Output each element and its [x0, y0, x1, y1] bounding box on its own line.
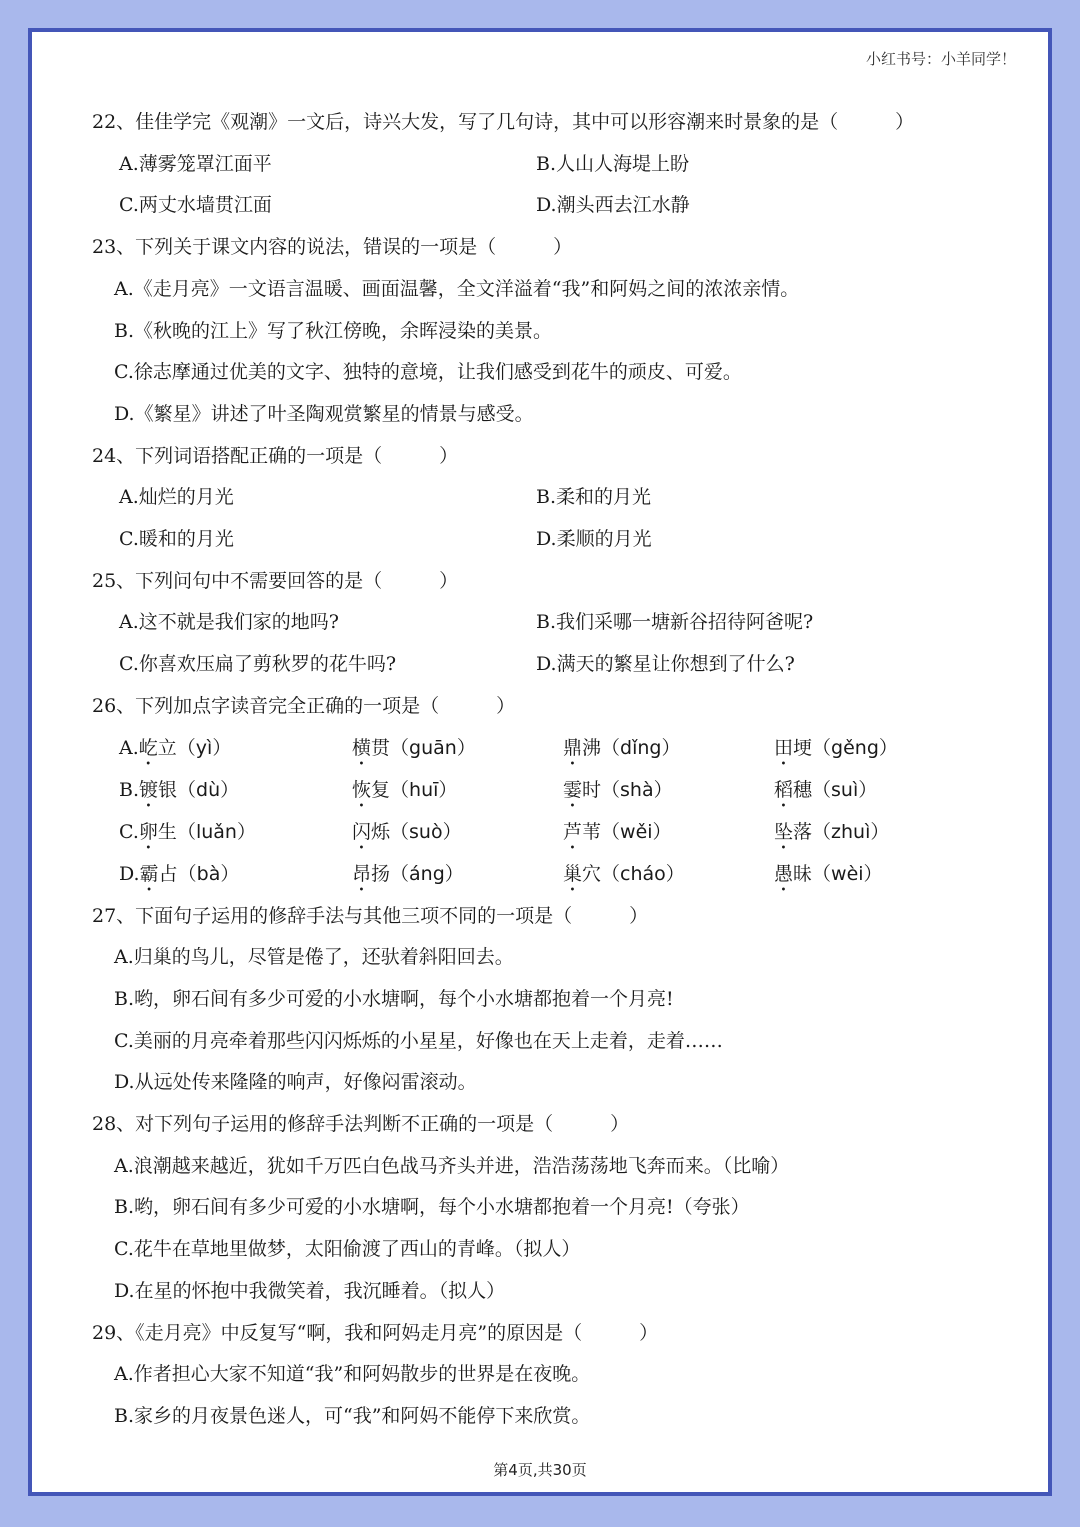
word-character: 烁: [371, 820, 391, 843]
option-b: B.《秋晚的江上》写了秋江傍晚，余晖浸染的美景。: [114, 319, 553, 342]
word-character: 埂: [793, 736, 813, 759]
dotted-character: 霸: [139, 862, 159, 885]
pinyin-row: [92, 812, 1008, 854]
question-22-title: 22、佳佳学完《观潮》一文后，诗兴大发，写了几句诗，其中可以形容潮来时景象的是（ ）: [92, 111, 915, 133]
word-character: 穗: [793, 778, 813, 801]
question-25-title: 25、下列问句中不需要回答的是（ ）: [92, 569, 459, 592]
pinyin-reading: （dù）: [177, 778, 240, 801]
word-character: 苇: [582, 820, 602, 843]
dotted-character: 坠: [774, 820, 794, 843]
pinyin-reading: （dǐng）: [601, 736, 681, 759]
question-23-title: 23、下列关于课文内容的说法，错误的一项是（ ）: [92, 236, 573, 259]
word-character: 贯: [371, 736, 391, 759]
question-29-title: 29、《走月亮》中反复写“啊，我和阿妈走月亮”的原因是（ ）: [92, 1321, 659, 1344]
pinyin-reading: （áng）: [390, 862, 464, 885]
option-a: A.作者担心大家不知道“我”和阿妈散步的世界是在夜晚。: [114, 1363, 591, 1386]
option-b: B.我们采哪一塘新谷招待阿爸呢?: [536, 611, 814, 634]
word-character: 生: [157, 820, 177, 843]
word-character: 扬: [371, 862, 391, 885]
option-b: B.哟，卵石间有多少可爱的小水塘啊，每个小水塘都抱着一个月亮!: [114, 987, 674, 1010]
question-28-title: 28、对下列句子运用的修辞手法判断不正确的一项是（ ）: [92, 1113, 630, 1136]
word-character: 立: [157, 736, 177, 759]
pinyin-item: [563, 728, 774, 770]
word-character: 银: [158, 778, 178, 801]
dotted-character: 闪: [352, 820, 372, 843]
option-b: B.人山人海堤上盼: [536, 152, 690, 175]
question-24-title: 24、下列词语搭配正确的一项是（ ）: [92, 444, 459, 467]
pinyin-options: [92, 728, 1008, 896]
pinyin-item: [119, 854, 352, 896]
pinyin-reading: （wèi）: [812, 862, 883, 885]
option-letter: D.: [119, 862, 140, 885]
word-character: 昧: [793, 862, 813, 885]
question-24-options-row-2: [92, 519, 1008, 561]
pinyin-reading: （suì）: [812, 778, 878, 801]
dotted-character: 芦: [563, 820, 583, 843]
pinyin-row: [92, 728, 1008, 770]
pinyin-reading: （guān）: [390, 736, 476, 759]
dotted-character: 田: [774, 736, 794, 759]
option-c: C.两丈水墙贯江面: [119, 194, 272, 217]
pinyin-item: [352, 812, 563, 854]
option-d: D.在星的怀抱中我微笑着，我沉睡着。（拟人）: [114, 1279, 506, 1302]
pinyin-item: [774, 770, 985, 812]
option-c: C.花牛在草地里做梦，太阳偷渡了西山的青峰。（拟人）: [114, 1238, 581, 1261]
word-character: 穴: [582, 862, 602, 885]
option-d: D.满天的繁星让你想到了什么?: [536, 653, 795, 676]
pinyin-reading: （bà）: [177, 862, 240, 885]
pinyin-item: [119, 770, 352, 812]
option-a: A.薄雾笼罩江面平: [119, 152, 272, 175]
option-a: A.归巢的鸟儿，尽管是倦了，还驮着斜阳回去。: [114, 946, 514, 969]
option-a: A.这不就是我们家的地吗?: [119, 611, 339, 634]
question-content: [92, 102, 1008, 1438]
dotted-character: 鼎: [563, 736, 583, 759]
dotted-character: 巢: [563, 862, 583, 885]
pinyin-row: [92, 770, 1008, 812]
dotted-character: 愚: [774, 862, 794, 885]
option-b: B.哟，卵石间有多少可爱的小水塘啊，每个小水塘都抱着一个月亮!（夸张）: [114, 1196, 750, 1219]
option-letter: C.: [119, 820, 139, 843]
dotted-character: 横: [352, 736, 372, 759]
pinyin-item: [352, 854, 563, 896]
question-26-title: 26、下列加点字读音完全正确的一项是（ ）: [92, 694, 516, 717]
option-d: D.《繁星》讲述了叶圣陶观赏繁星的情景与感受。: [114, 402, 534, 425]
pinyin-reading: （shà）: [601, 778, 673, 801]
question-24-options-row-1: [92, 477, 1008, 519]
question-25-options-row-1: [92, 602, 1008, 644]
page-number: 第4页,共30页: [493, 1461, 587, 1479]
word-character: 落: [793, 820, 813, 843]
option-b: B.柔和的月光: [536, 486, 652, 509]
pinyin-item: [774, 812, 985, 854]
option-d: D.潮头西去江水静: [536, 194, 690, 217]
option-c: C.徐志摩通过优美的文字、独特的意境，让我们感受到花牛的顽皮、可爱。: [114, 361, 742, 384]
pinyin-reading: （wěi）: [601, 820, 672, 843]
word-character: 时: [582, 778, 602, 801]
dotted-character: 稻: [774, 778, 794, 801]
page-frame: [28, 28, 1052, 1496]
option-b: B.家乡的月夜景色迷人，可“我”和阿妈不能停下来欣赏。: [114, 1404, 591, 1427]
word-character: 沸: [582, 736, 602, 759]
dotted-character: 卵: [138, 820, 158, 843]
pinyin-row: [92, 854, 1008, 896]
pinyin-item: [774, 854, 985, 896]
option-c: C.暖和的月光: [119, 528, 234, 551]
option-a: A.《走月亮》一文语言温暖、画面温馨，全文洋溢着“我”和阿妈之间的浓浓亲情。: [114, 277, 800, 300]
question-22-options-row-1: [92, 144, 1008, 186]
word-character: 复: [371, 778, 391, 801]
option-c: C.你喜欢压扁了剪秋罗的花牛吗?: [119, 653, 397, 676]
pinyin-reading: （luǎn）: [176, 820, 256, 843]
dotted-character: 恢: [352, 778, 372, 801]
option-letter: B.: [119, 778, 140, 801]
option-letter: A.: [119, 736, 139, 759]
dotted-character: 霎: [563, 778, 583, 801]
pinyin-reading: （suò）: [390, 820, 462, 843]
pinyin-reading: （cháo）: [601, 862, 685, 885]
pinyin-reading: （huī）: [390, 778, 458, 801]
pinyin-item: [563, 770, 774, 812]
pinyin-reading: （gěng）: [812, 736, 898, 759]
option-a: A.浪潮越来越近，犹如千万匹白色战马齐头并进，浩浩荡荡地飞奔而来。（比喻）: [114, 1154, 790, 1177]
dotted-character: 屹: [138, 736, 158, 759]
pinyin-item: [352, 770, 563, 812]
watermark: 小红书号：小羊同学！: [865, 50, 1016, 68]
pinyin-item: [774, 728, 985, 770]
dotted-character: 昂: [352, 862, 372, 885]
pinyin-item: [563, 812, 774, 854]
pinyin-reading: （yì）: [176, 736, 232, 759]
pinyin-item: [563, 854, 774, 896]
question-22-options-row-2: [92, 185, 1008, 227]
word-character: 占: [158, 862, 178, 885]
pinyin-item: [119, 728, 352, 770]
pinyin-item: [119, 812, 352, 854]
pinyin-item: [352, 728, 563, 770]
option-a: A.灿烂的月光: [119, 486, 234, 509]
option-c: C.美丽的月亮牵着那些闪闪烁烁的小星星，好像也在天上走着，走着……: [114, 1029, 723, 1052]
dotted-character: 镀: [139, 778, 159, 801]
option-d: D.柔顺的月光: [536, 528, 652, 551]
pinyin-reading: （zhuì）: [812, 820, 890, 843]
option-d: D.从远处传来隆隆的响声，好像闷雷滚动。: [114, 1071, 477, 1094]
question-27-title: 27、下面句子运用的修辞手法与其他三项不同的一项是（ ）: [92, 904, 649, 927]
question-25-options-row-2: [92, 644, 1008, 686]
